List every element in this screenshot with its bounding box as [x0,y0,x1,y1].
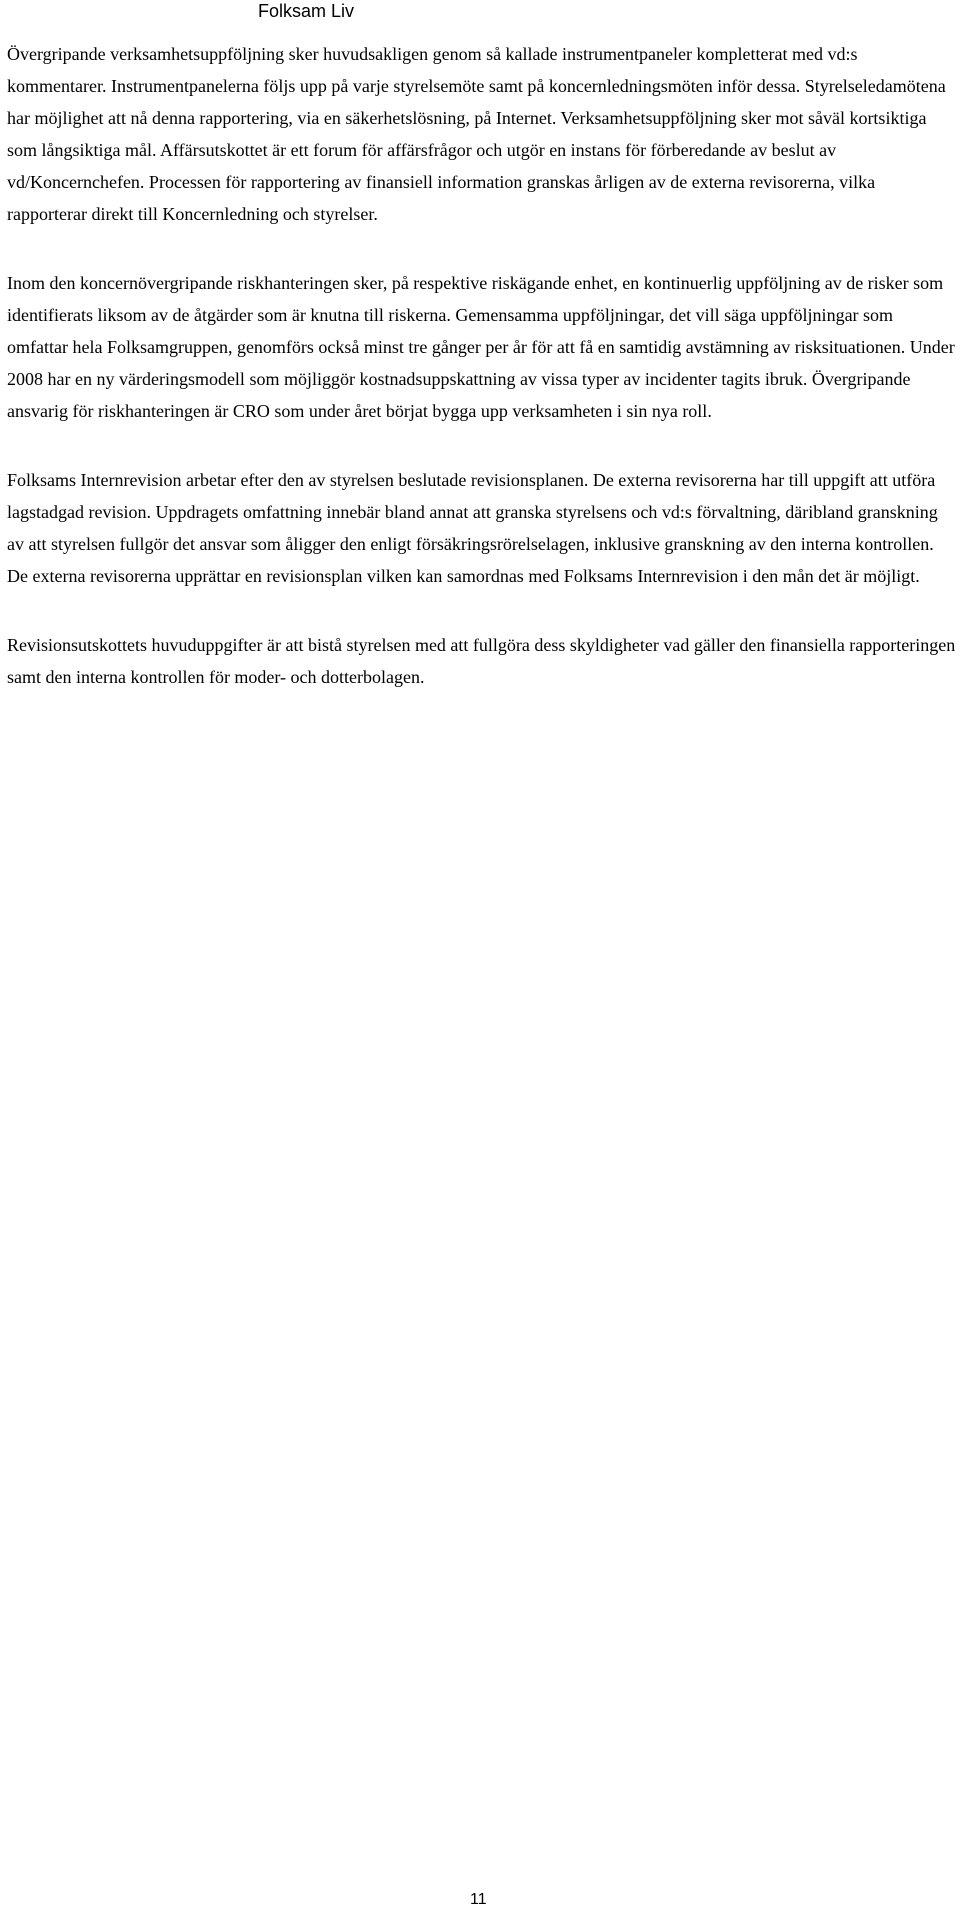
paragraph-risk-management: Inom den koncernövergripande riskhanteringen sker, på respektive riskägande enhet, en kontinuerlig uppföljning av de risker som identifierats liksom av de åtgärder som är knutna till riskerna. Gemensamma uppföljningar, det vill säga uppföljningar som omfattar hela Folksamgruppen, genomförs också minst tre gånger per år för att få en samtidig avstämning av risksituationen. Under 2008 har en ny värderingsmodell som möjliggör kostnadsuppskattning av vissa typer av incidenter tagits ibruk. Övergripande ansvarig för riskhanteringen är CRO som under året börjat bygga upp verksamheten i sin nya roll. [7,273,955,421]
paragraph-performance-monitoring: Övergripande verksamhetsuppföljning sker huvudsakligen genom så kallade instrumentpaneler kompletterat med vd:s kommentarer. Instrumentpanelerna följs upp på varje styrelsemöte samt på koncernledningsmöten inför dessa. Styrelseledamötena har möjlighet att nå denna rapportering, via en säkerhetslösning, på Internet. Verksamhetsuppföljning sker mot såväl kortsiktiga som långsiktiga mål. Affärsutskottet är ett forum för affärsfrågor och utgör en instans för förberedande av beslut av vd/Koncernchefen. Processen för rapportering av finansiell information granskas årligen av de externa revisorerna, vilka rapporterar direkt till Koncernledning och styrelser. [7,44,946,224]
document-body [7,38,957,730]
paragraph-internal-audit: Folksams Internrevision arbetar efter den av styrelsen beslutade revisionsplanen. De externa revisorerna har till uppgift att utföra lagstadgad revision. Uppdragets omfattning innebär bland annat att granska styrelsens och vd:s förvaltning, däribland granskning av att styrelsen fullgör det ansvar som åligger den enligt försäkringsrörelselagen, inklusive granskning av den interna kontrollen. De externa revisorerna upprättar en revisionsplan vilken kan samordnas med Folksams Internrevision i den mån det är möjligt. [7,470,938,586]
paragraph-audit-committee: Revisionsutskottets huvuduppgifter är att bistå styrelsen med att fullgöra dess skyldigheter vad gäller den finansiella rapporteringen samt den interna kontrollen för moder- och dotterbolagen. [7,635,956,687]
page-number: 11 [470,1891,487,1908]
page-header: Folksam Liv [258,1,355,21]
